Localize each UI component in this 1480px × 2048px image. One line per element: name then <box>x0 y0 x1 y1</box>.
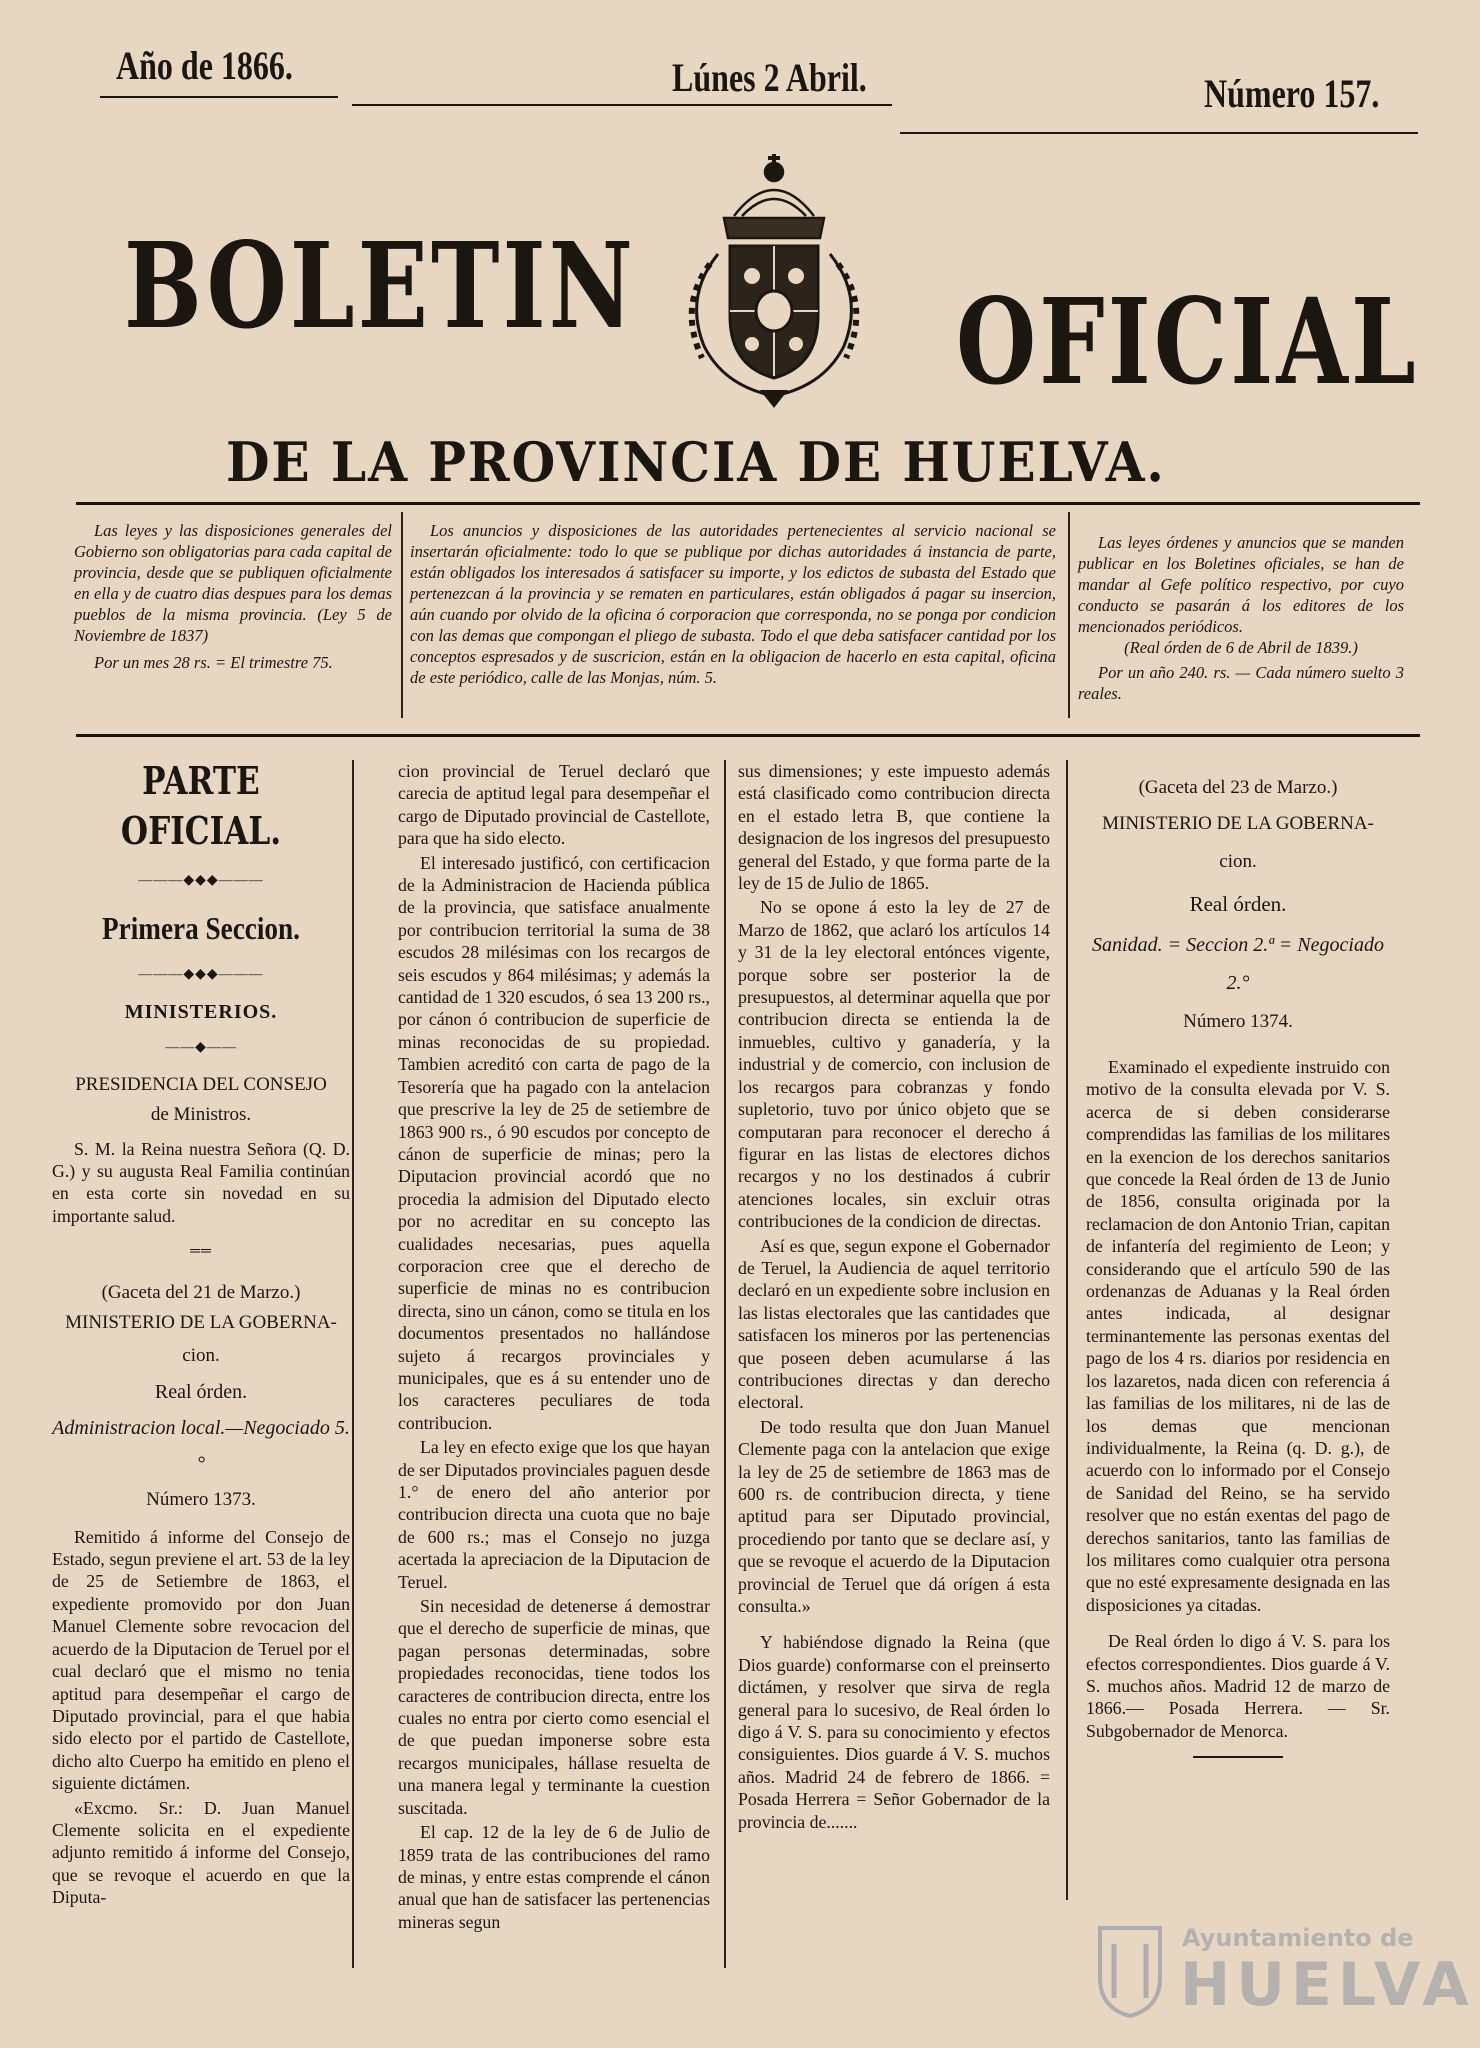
article-paragraph: No se opone á esto la ley de 27 de Marzo de 1862, que aclaró los artículos 14 y 31 de la ley electoral entónces vigente, porque sobre ser posterior la de presupuestos, al determinar aquella que por contribucion directa se entienda la de inmuebles, cultivo y ganadería, y la industrial y de comercio, con inclusion de los recargos para cobranzas y fondo supletorio, tuvo por único objeto que se computaran para reconocer el derecho á figurar en las listas de electores dichos recargos y no los destinados á cubrir atenciones locales, sin excluir otras contribuciones de la condicion de directas. <box>738 897 1050 1232</box>
ministerio-heading: MINISTERIO DE LA GOBERNA- <box>65 1311 337 1333</box>
notice-left-price: Por un mes 28 rs. = El trimestre 75. <box>94 653 333 672</box>
article-paragraph: «Excmo. Sr.: D. Juan Manuel Clemente solicita en el expediente adjunto remitido á informe del Consejo, que se revoque el acuerdo en que la Diputa- <box>52 1797 350 1908</box>
article-paragraph: Examinado el expediente instruido con motivo de la consulta elevada por V. S. acerca de si deben considerarse comprendidas las familias de los militares en la exencion de los derechos sanitarios que concede la Real órden de 13 de Junio de 1856, consulta originada por la reclamacion de don Antonio Trian, capitan de infantería del regimiento de Leon; y considerando que el artículo 590 de las ordenanzas de Aduanas y la Real órden antes indicada, al designar terminantemente las personas exentas del pago de los 4 rs. diarios por residencia en los lazaretos, nada dicen con referencia á las familias de los militares, ni de las de los demas que mencionan individualmente, la Reina (q. D. g.), de acuerdo con lo informado por el Consejo de Sanidad del Reino, se ha servido resolver que no están exentas del pago de derechos sanitarios, tanto las familias de los militares como cualquier otra persona que no esté expresamente designada en las disposiciones ya citadas. <box>1086 1057 1390 1615</box>
header-rule-left <box>100 96 338 98</box>
notice-center <box>410 520 1056 688</box>
article-paragraph: Así es que, segun expone el Gobernador de Teruel, la Audiencia de aquel territorio declaró en un expediente sobre inclusion en las listas electorales que las cantidades que satisfacen los mineros por las pertenencias que poseen deben acumularse á las contribuciones directas y dan derecho electoral. <box>738 1235 1050 1413</box>
article-paragraph: El interesado justificó, con certificacion de la Administracion de Hacienda pública de la provincia, que satisface anualmente por contribucion territorial la suma de 38 escudos 28 milésimas con los recargos de seis escudos y 864 milésimas; y además la cantidad de 1 320 escudos, ó sea 13 200 rs., por cánon ó contribucion de superficie de minas reconocidas de su propiedad. Tambien acreditó con carta de pago de la Tesorería que ha pagado con la antelacion que prescrive la ley de 25 de setiembre de 1863 900 rs., ó 90 escudos por concepto de cánon de superficie de minas; pero la Diputacion provincial acordó que no procedia la admision del Diputado electo por no acreditar en su concepto las cualidades necesarias, pues aquella corporacion cree que el derecho de superficie de minas no es contribucion directa, sino un cánon, como se titula en los documentos presentados no hallándose sujeto á recargos provinciales y municipales, que es á su entender uno de los caracteres peculiares de toda contribucion. <box>398 852 710 1433</box>
article-paragraph: S. M. la Reina nuestra Señora (Q. D. G.) y su augusta Real Familia continúan en esta corte sin novedad en su importante salud. <box>52 1138 350 1226</box>
gaceta-ref: (Gaceta del 21 de Marzo.) <box>101 1281 301 1303</box>
article-paragraph: Y habiéndose dignado la Reina (que Dios guarde) conformarse con el preinserto dictámen, y resolver que sirva de regla general para lo sucesivo, de Real órden lo digo á V. S. para su conocimiento y efectos consiguientes. Dios guarde á V. S. muchos años. Madrid 24 de febrero de 1866. = Posada Herrera = Señor Gobernador de la provincia de....... <box>738 1632 1050 1832</box>
column-2 <box>398 760 710 1935</box>
notice-divider-2 <box>1068 512 1070 718</box>
gaceta-ref: (Gaceta del 23 de Marzo.) <box>1138 777 1338 798</box>
negociado-ref: Administracion local.—Negociado 5.° <box>52 1416 350 1475</box>
notice-top-rule <box>76 502 1420 505</box>
notice-divider-1 <box>401 512 403 718</box>
negociado-ref: Sanidad. = Seccion 2.ª = Negociado 2.° <box>1092 934 1384 994</box>
article-paragraph: sus dimensiones; y este impuesto además está clasificado como contribucion directa en el estado letra B, que contiene la designacion de los ingresos del presupuesto general del Estado, y que forma parte de la ley de 15 de Julio de 1865. <box>738 761 1050 894</box>
article-paragraph: La ley en efecto exige que los que hayan de ser Diputados provinciales paguen desde 1.° de enero del año anterior por contribucion directa una cuota que no baje de 600 rs.; mas el Consejo no juzga acertada la apreciacion de la Diputacion de Teruel. <box>398 1437 710 1592</box>
notice-right <box>1078 532 1404 704</box>
ornament-divider: ———◆◆◆——— <box>138 873 264 888</box>
article-paragraph: Sin necesidad de detenerse á demostrar que el derecho de superficie de minas, que pagan personas determinadas, sobre propiedades reconocidas, tiene todos los caracteres de contribucion directa, entre los cuales no entra por cierto como esencial el de que puedan imponerse sobre esta recargos municipales, hállase resuelta de una manera legal y terminante la cuestion suscitada. <box>398 1596 710 1818</box>
ministerio-heading-cont: cion. <box>182 1344 220 1366</box>
notice-left-text: Las leyes y las disposiciones generales del Gobierno son obligatorias para cada capital de provincia, desde que se publiquen oficialmente en ella y de cuatro dias despues para los demas pueblos de la misma provincia. (Ley 5 de Noviembre de 1837) <box>74 521 392 645</box>
article-paragraph: Remitido á informe del Consejo de Estado, segun previene el art. 53 de la ley de 25 de Setiembre de 1863, el expediente promovido por don Juan Manuel Clemente sobre revocacion del acuerdo de la Diputacion de Teruel por el cual declaró que el mismo no tenia aptitud para desempeñar el cargo de Diputado provincial, para el que habia sido electo por el partido de Castellote, dicho alto Cuerpo ha emitido en pleno el siguiente dictámen. <box>52 1526 350 1794</box>
column-1 <box>52 752 350 1911</box>
header-rule-right <box>900 132 1418 134</box>
column-divider <box>1066 760 1068 1900</box>
ornament-divider: ——◆—— <box>165 1040 237 1056</box>
end-rule <box>1193 1756 1283 1758</box>
real-orden-heading: Real órden. <box>1189 892 1287 916</box>
notice-right-text: Las leyes órdenes y anuncios que se manden publicar en los Boletines oficiales, se han de mandar al Gefe político respectivo, por cuyo conducto se pasarán á los editores de los mencionados periódicos. <box>1078 533 1404 636</box>
ornament-divider: ———◆◆◆——— <box>138 967 264 983</box>
notice-right-ref: (Real órden de 6 de Abril de 1839.) <box>1124 638 1358 657</box>
royal-coat-of-arms-icon <box>664 146 884 408</box>
issue-year: Año de 1866. <box>116 43 293 88</box>
column-divider <box>352 760 354 1968</box>
real-orden-heading: Real órden. <box>154 1380 248 1403</box>
double-rule: ══ <box>190 1244 212 1260</box>
notice-right-price: Por un año 240. rs. — Cada número suelto 3 reales. <box>1078 663 1404 703</box>
header-rule-center <box>352 104 892 106</box>
column-4 <box>1086 770 1390 1758</box>
article-paragraph: De todo resulta que don Juan Manuel Clemente paga con la antelacion que exige la ley de 25 de setiembre de 1863 mas de 600 rs. de contribucion directa, y tiene aptitud para ser Diputado provincial, procediendo por tanto que se declare así, y que se revoque el acuerdo de la Diputacion provincial de Teruel que dá orígen á esta consulta.» <box>738 1416 1050 1617</box>
ministerios-heading: MINISTERIOS. <box>124 1000 278 1023</box>
notice-left <box>74 520 392 673</box>
de-ministros-heading: de Ministros. <box>150 1103 252 1125</box>
title-boletin: BOLETIN <box>124 216 637 355</box>
issue-date: Lúnes 2 Abril. <box>672 55 867 100</box>
issue-number: Número 157. <box>1204 71 1380 116</box>
notice-center-text: Los anuncios y disposiciones de las autoridades pertenecientes al servicio nacional se insertarán oficialmente: todo lo que se publique por dichas autoridades á instancia de parte, están obligados los interesados á satisfacer su importe, y los edictos de subasta del Estado que pertenezcan á la provincia y se rematen en particulares, están obligados á pagar su insercion, aún cuando por olvido de la oficina ó corporacion que corresponda, no se ponga por condicion con las demas que compongan el pliego de subasta. Todo el que deba satisfacer cantidad por los conceptos espresados y de suscricion, están en la obligacion de hacerlo en esta capital, oficina de este periódico, calle de las Monjas, núm. 5. <box>410 521 1056 687</box>
article-paragraph: De Real órden lo digo á V. S. para los efectos correspondientes. Dios guarde á V. S. muchos años. Madrid 12 de marzo de 1866.— Posada Herrera. — Sr. Subgobernador de Menorca. <box>1086 1631 1390 1741</box>
ministerio-heading-cont: cion. <box>1219 851 1257 872</box>
column-3 <box>738 760 1050 1835</box>
city-seal-watermark-icon <box>1094 1918 1166 2018</box>
watermark-line1: Ayuntamiento de <box>1182 1924 1414 1952</box>
watermark-line2: HUELVA <box>1180 1950 1475 2020</box>
article-paragraph: El cap. 12 de la ley de 6 de Julio de 1859 trata de las contribuciones del ramo de minas, y entre estas comprende el cánon anual que han de satisfacer las pertenencias mineras segun <box>398 1822 710 1932</box>
primera-seccion-heading: Primera Seccion. <box>102 910 300 947</box>
column-divider <box>724 760 726 1968</box>
article-paragraph: cion provincial de Teruel declaró que carecia de aptitud legal para desempeñar el cargo de Diputado provincial de Castellote, para que ha sido electo. <box>398 761 710 849</box>
notice-bottom-rule <box>76 734 1420 737</box>
title-provincia: DE LA PROVINCIA DE HUELVA. <box>226 430 1166 494</box>
ministerio-heading: MINISTERIO DE LA GOBERNA- <box>1102 813 1374 834</box>
numero-ref: Número 1373. <box>146 1488 256 1510</box>
title-oficial: OFICIAL <box>956 272 1419 411</box>
parte-oficial-heading: PARTE OFICIAL. <box>120 758 282 853</box>
numero-ref: Número 1374. <box>1183 1011 1293 1032</box>
presidencia-heading: PRESIDENCIA DEL CONSEJO <box>75 1073 327 1095</box>
